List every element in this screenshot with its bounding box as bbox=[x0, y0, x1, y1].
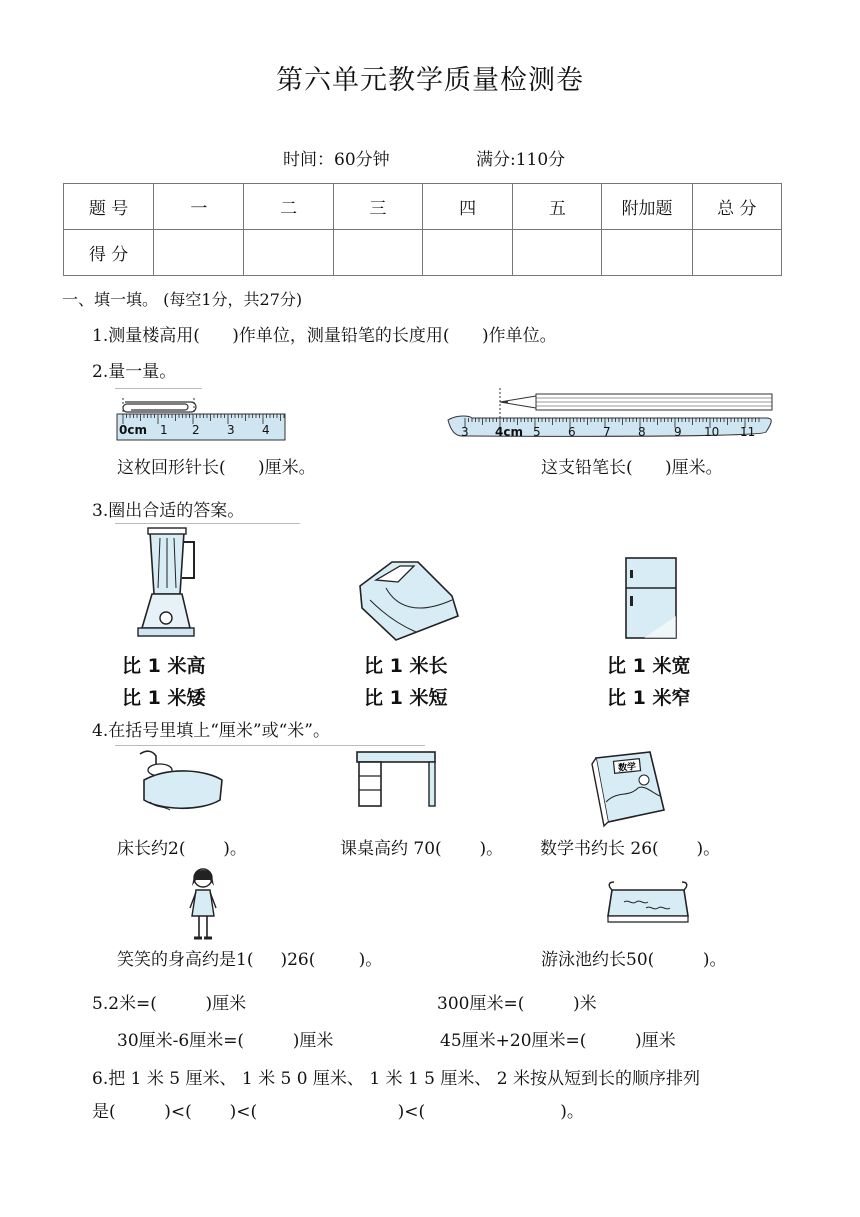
ruler-label: 9 bbox=[674, 425, 682, 439]
bed-icon bbox=[130, 750, 226, 812]
table-cell: 五 bbox=[513, 184, 602, 230]
option-text[interactable]: 比 1 米高 bbox=[122, 655, 206, 677]
book-title: 数学 bbox=[617, 762, 637, 774]
fill-item: 游泳池约长50( )。 bbox=[541, 950, 727, 970]
divider bbox=[115, 745, 425, 746]
ruler-label: 7 bbox=[603, 425, 611, 439]
fill-item: 床长约2( )。 bbox=[117, 839, 247, 859]
table-cell: 二 bbox=[244, 184, 333, 230]
desk-icon bbox=[355, 750, 437, 808]
caption-paperclip: 这枚回形针长( )厘米。 bbox=[117, 458, 316, 478]
pencil-icon bbox=[500, 394, 772, 410]
score-table-score-row bbox=[64, 230, 782, 276]
blender-icon bbox=[134, 528, 198, 640]
table-cell: 三 bbox=[333, 184, 422, 230]
full-score: 满分:110分 bbox=[476, 150, 566, 170]
table-cell: 一 bbox=[154, 184, 244, 230]
paperclip-ruler-figure bbox=[115, 392, 290, 448]
score-cell[interactable] bbox=[154, 230, 244, 276]
section-heading: 一、填一填。 (每空1分，共27分) bbox=[62, 290, 303, 309]
option-text[interactable]: 比 1 米长 bbox=[364, 655, 448, 677]
ruler-label: 11 bbox=[740, 425, 756, 439]
question-1: 1.测量楼高用( )作单位，测量铅笔的长度用( )作单位。 bbox=[92, 326, 557, 346]
page-title: 第六单元教学质量检测卷 bbox=[276, 65, 584, 96]
conversion-item: 45厘米+20厘米=( )厘米 bbox=[440, 1031, 676, 1051]
ruler-label: 5 bbox=[533, 425, 541, 439]
ruler-label: 2 bbox=[192, 423, 200, 437]
score-cell[interactable] bbox=[513, 230, 602, 276]
question-4: 4.在括号里填上“厘米”或“米”。 bbox=[92, 721, 330, 741]
ruler-label: 1 bbox=[160, 423, 168, 437]
divider bbox=[115, 523, 300, 524]
score-cell[interactable] bbox=[333, 230, 422, 276]
ruler-label: 4cm bbox=[495, 425, 523, 439]
girl-icon bbox=[184, 866, 222, 944]
exam-time: 时间：60分钟 bbox=[283, 150, 390, 170]
fill-item: 笑笑的身高约是1( )26( )。 bbox=[117, 950, 383, 970]
score-table-header-row bbox=[64, 184, 782, 230]
score-cell[interactable] bbox=[602, 230, 692, 276]
table-cell: 总 分 bbox=[692, 184, 781, 230]
math-book-icon bbox=[588, 750, 668, 826]
question-3: 3.圈出合适的答案。 bbox=[92, 501, 245, 521]
ruler-label: 3 bbox=[461, 425, 469, 439]
paperclip-icon bbox=[123, 402, 196, 412]
table-cell: 四 bbox=[422, 184, 512, 230]
ruler-label: 0cm bbox=[119, 423, 147, 437]
fill-item: 数学书约长 26( )。 bbox=[540, 839, 721, 859]
table-cell: 得 分 bbox=[64, 230, 154, 276]
conversion-item: 30厘米-6厘米=( )厘米 bbox=[117, 1031, 334, 1051]
question-6-line2: 是( )<( )<( )<( )。 bbox=[92, 1102, 584, 1122]
score-cell[interactable] bbox=[422, 230, 512, 276]
ruler-label: 4 bbox=[262, 423, 270, 437]
conversion-item: 5.2米=( )厘米 bbox=[92, 994, 247, 1014]
option-text[interactable]: 比 1 米矮 bbox=[122, 687, 206, 709]
refrigerator-icon bbox=[624, 556, 680, 640]
table-cell: 题 号 bbox=[64, 184, 154, 230]
question-2: 2.量一量。 bbox=[92, 362, 177, 382]
ruler-label: 3 bbox=[227, 423, 235, 437]
caption-pencil: 这支铅笔长( )厘米。 bbox=[541, 458, 723, 478]
pencil-ruler-figure bbox=[448, 388, 778, 448]
ruler-label: 8 bbox=[638, 425, 646, 439]
score-cell[interactable] bbox=[244, 230, 333, 276]
fill-item: 课桌高约 70( )。 bbox=[340, 839, 504, 859]
score-table bbox=[63, 183, 782, 276]
ruler-label: 10 bbox=[704, 425, 720, 439]
conversion-item: 300厘米=( )米 bbox=[437, 994, 597, 1014]
ruler-label: 6 bbox=[568, 425, 576, 439]
option-text[interactable]: 比 1 米宽 bbox=[607, 655, 691, 677]
bed-icon bbox=[356, 556, 462, 642]
score-cell[interactable] bbox=[692, 230, 781, 276]
option-text[interactable]: 比 1 米短 bbox=[364, 687, 448, 709]
divider bbox=[115, 388, 202, 389]
option-text[interactable]: 比 1 米窄 bbox=[607, 687, 691, 709]
table-cell: 附加题 bbox=[602, 184, 692, 230]
question-6: 6.把 1 米 5 厘米、 1 米 5 0 厘米、 1 米 1 5 厘米、 2 米按从短到长的顺序排列 bbox=[92, 1069, 701, 1089]
swimming-pool-icon bbox=[606, 880, 690, 926]
